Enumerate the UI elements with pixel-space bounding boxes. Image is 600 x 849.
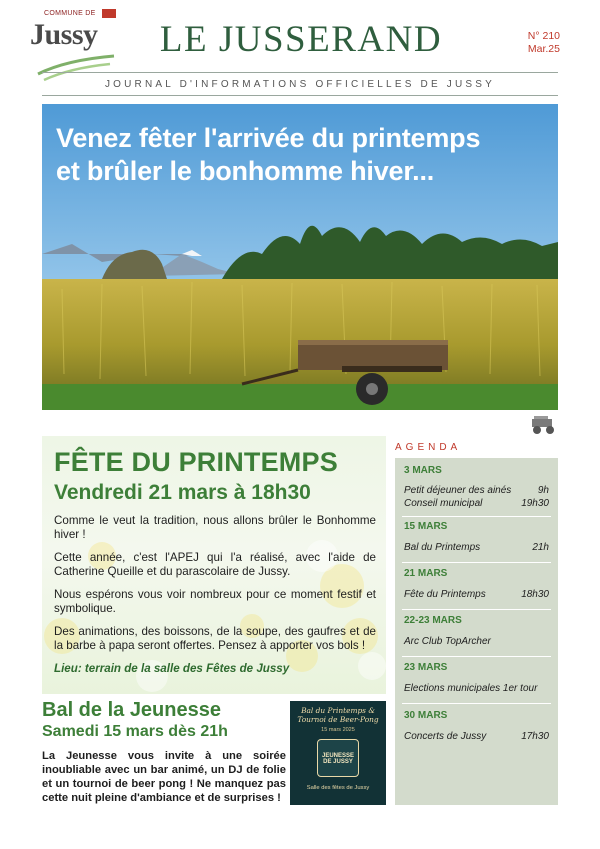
poster-venue: Salle des fêtes de Jussy xyxy=(306,785,370,791)
fete-printemps-section xyxy=(42,436,386,694)
castle-icon xyxy=(102,9,116,18)
fete-date: Vendredi 21 mars à 18h30 xyxy=(54,481,311,504)
agenda-event xyxy=(404,589,549,600)
newspaper-title: LE JUSSERAND xyxy=(159,19,443,60)
agenda-event-label: Arc Club TopArcher xyxy=(404,636,491,647)
agenda-event xyxy=(404,731,549,742)
poster-title-line-1: Bal du Printemps & xyxy=(301,706,375,715)
agenda-event-time: 9h xyxy=(537,485,549,496)
agenda-event-label: Conseil municipal xyxy=(404,498,483,509)
agenda-event-label: Fête du Printemps xyxy=(404,589,486,600)
agenda-event xyxy=(404,542,549,553)
bal-date: Samedi 15 mars dès 21h xyxy=(42,723,228,740)
poster-title xyxy=(290,706,386,724)
logo-commune-label: COMMUNE DE xyxy=(44,10,96,17)
agenda-event-label: Petit déjeuner des ainés xyxy=(404,485,512,496)
agenda-event-label: Elections municipales 1er tour xyxy=(404,683,538,694)
agenda-date: 3 MARS xyxy=(404,465,442,476)
issue-date: Mar.25 xyxy=(527,43,560,55)
poster-title-line-2: Tournoi de Beer-Pong xyxy=(297,715,379,724)
tractor-icon xyxy=(528,415,558,435)
agenda-event xyxy=(404,485,549,496)
agenda-date: 23 MARS xyxy=(404,662,448,673)
fete-paragraph: Des animations, des boissons, de la soupe, des gaufres et de la barbe à papa seront offertes. Pensez à apporter vos bols ! xyxy=(54,625,376,652)
agenda-event-time: 19h30 xyxy=(521,498,549,509)
hero-headline xyxy=(56,122,480,188)
hero-photo xyxy=(42,104,558,410)
commune-logo xyxy=(30,8,122,78)
fete-location: Lieu: terrain de la salle des Fêtes de Jussy xyxy=(54,662,290,675)
agenda-divider xyxy=(402,609,551,610)
bal-title: Bal de la Jeunesse xyxy=(42,699,221,721)
poster-date: 15 mars 2025 xyxy=(321,727,355,733)
agenda-heading: AGENDA xyxy=(395,442,462,453)
newspaper-subtitle: JOURNAL D'INFORMATIONS OFFICIELLES DE JUSSY xyxy=(104,79,496,90)
logo-name: Jussy xyxy=(30,18,98,51)
agenda-date: 30 MARS xyxy=(404,710,448,721)
fete-paragraph: Nous espérons vous voir nombreux pour ce moment festif et symbolique. xyxy=(54,588,376,615)
fete-paragraph: Comme le veut la tradition, nous allons brûler le Bonhomme hiver ! xyxy=(54,514,376,541)
agenda-divider xyxy=(402,703,551,704)
agenda-divider xyxy=(402,656,551,657)
agenda-event-time: 21h xyxy=(532,542,549,553)
agenda-date: 15 MARS xyxy=(404,521,448,532)
agenda-date: 22-23 MARS xyxy=(404,615,462,626)
agenda-date: 21 MARS xyxy=(404,568,448,579)
issue-number: N° 210 xyxy=(527,30,560,42)
issue-info xyxy=(528,30,560,56)
fete-paragraph: Cette année, c'est l'APEJ qui l'a réalisé, avec l'aide de Catherine Queille et du parascolaire de Jussy. xyxy=(54,551,376,578)
agenda-event-time: 17h30 xyxy=(521,731,549,742)
bal-poster xyxy=(290,701,386,805)
agenda-divider xyxy=(402,562,551,563)
poster-badge-text: JEUNESSE DE JUSSY xyxy=(321,753,354,765)
agenda-event-label: Bal du Printemps xyxy=(404,542,481,553)
fete-title: FÊTE DU PRINTEMPS xyxy=(54,447,338,477)
agenda-event xyxy=(404,683,549,694)
bal-jeunesse-section xyxy=(42,699,286,805)
agenda-event-time: 18h30 xyxy=(521,589,549,600)
jeunesse-badge-icon xyxy=(317,739,359,777)
hero-line-1: Venez fêter l'arrivée du printemps xyxy=(56,123,481,153)
hero-line-2: et brûler le bonhomme hiver... xyxy=(56,156,435,186)
logo-swoosh-icon xyxy=(36,52,116,82)
bal-text: La Jeunesse vous invite à une soirée inoubliable avec un bar animé, un DJ de folie et un tournoi de beer pong ! Ne manquez pas cette nuit pleine d'ambiance et de surprises ! xyxy=(42,750,286,804)
agenda-divider xyxy=(402,516,551,517)
header-rule-top xyxy=(42,72,558,73)
agenda-event-label: Concerts de Jussy xyxy=(404,731,487,742)
agenda-panel xyxy=(395,458,558,805)
agenda-event xyxy=(404,636,549,647)
agenda-event xyxy=(404,498,549,509)
header-rule-bottom xyxy=(42,95,558,96)
